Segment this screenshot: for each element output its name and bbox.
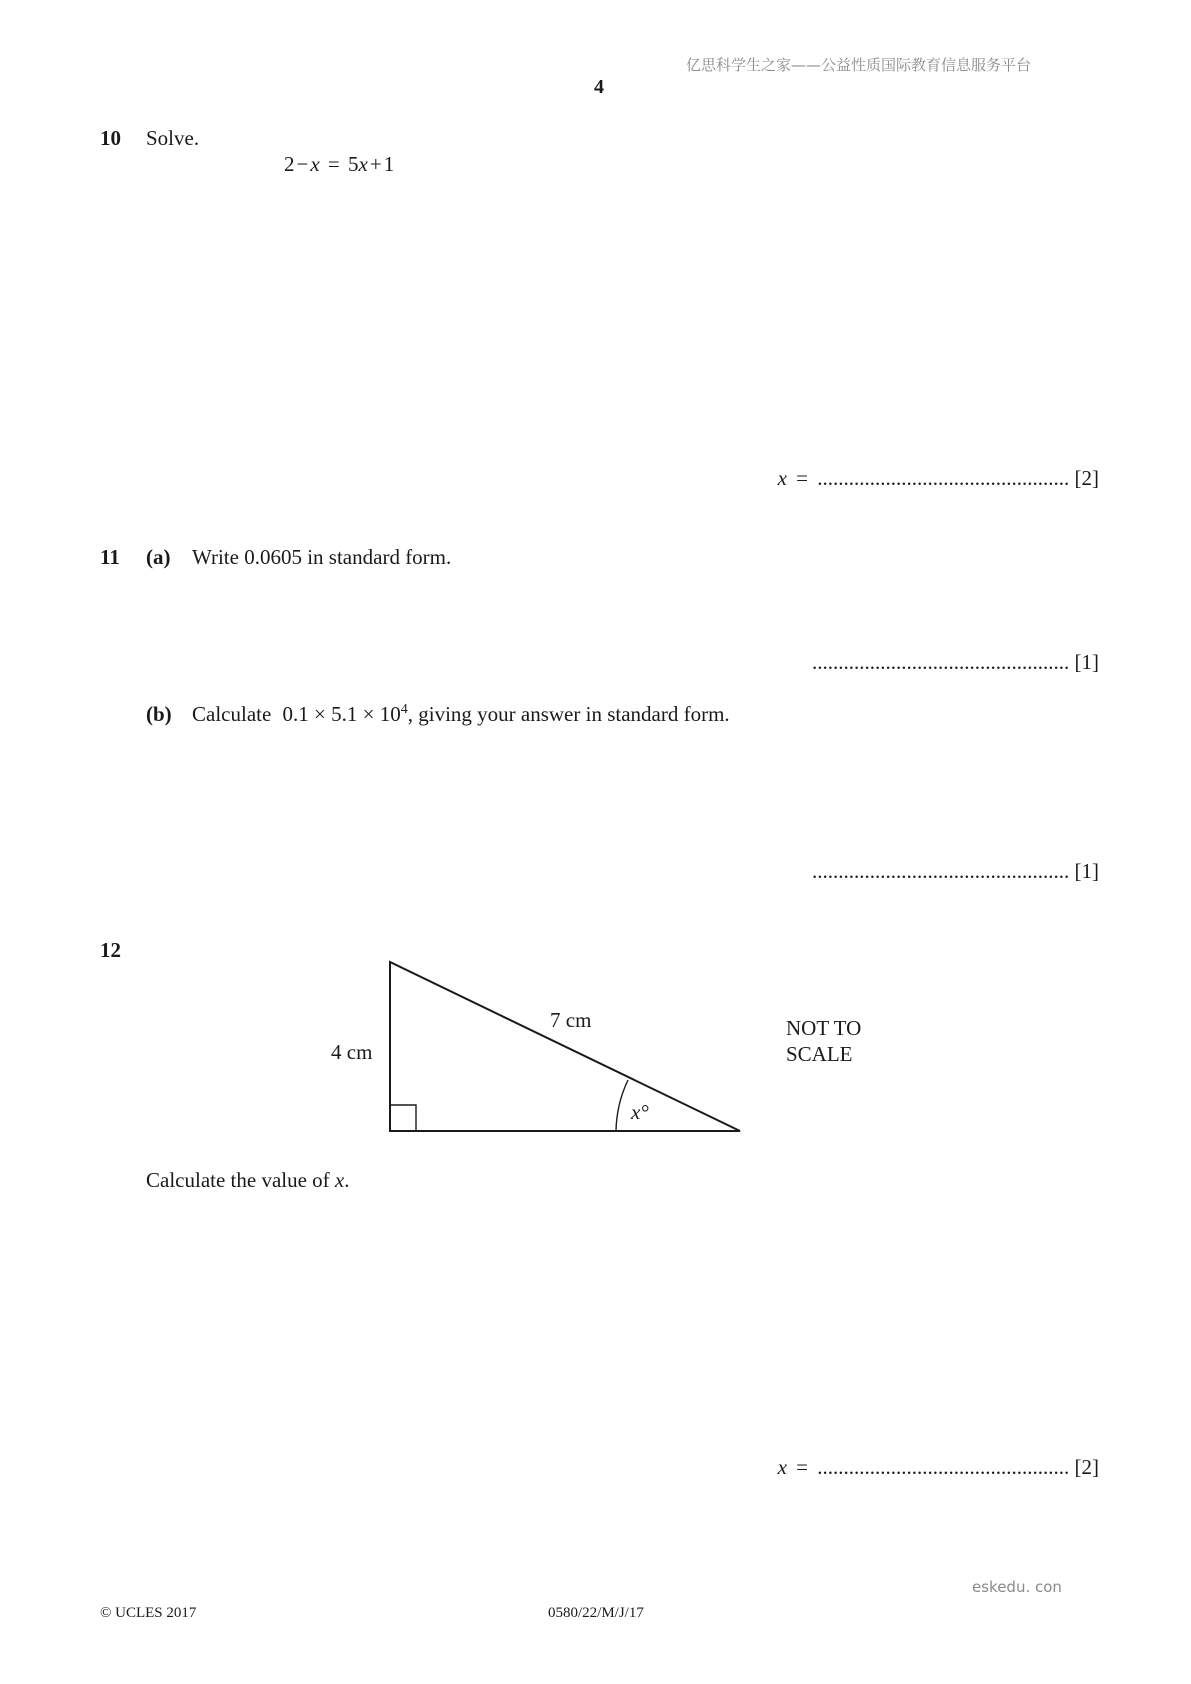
answer-marks: [2] xyxy=(1074,466,1099,490)
instruction-text: Calculate the value of xyxy=(146,1168,335,1192)
question-11b-answer-line xyxy=(812,859,1099,884)
question-11-number: 11 xyxy=(100,545,120,569)
label-side-4cm: 4 cm xyxy=(331,1040,373,1064)
answer-var: x xyxy=(777,466,787,490)
question-10-instruction: Solve. xyxy=(146,126,200,150)
question-12-answer-line xyxy=(778,1455,1099,1480)
eq-term-x: x xyxy=(310,152,320,176)
watermark-header: 亿思科学生之家——公益性质国际教育信息服务平台 xyxy=(686,56,1032,74)
eq-term-e: 1 xyxy=(383,152,395,176)
eq-op-minus: − xyxy=(296,152,309,176)
footer-copyright: © UCLES 2017 xyxy=(100,1605,197,1621)
right-angle-marker xyxy=(390,1105,416,1131)
right-triangle xyxy=(390,962,740,1131)
expression xyxy=(283,702,408,726)
expression-base: 0.1 × 5.1 × 10 xyxy=(282,702,401,726)
instruction-var: x xyxy=(334,1168,345,1192)
question-10-answer-line xyxy=(778,466,1099,491)
instruction-end: . xyxy=(344,1168,350,1192)
eq-op-plus: + xyxy=(369,152,382,176)
answer-equals: = xyxy=(796,466,808,490)
question-12-instruction xyxy=(146,1168,350,1193)
footer-site: eskedu. con xyxy=(972,1578,1062,1596)
eq-equals: = xyxy=(327,152,340,176)
question-11a-label: (a) xyxy=(146,545,171,569)
answer-marks: [1] xyxy=(1074,650,1099,674)
question-10-equation xyxy=(284,152,394,177)
question-11b-label: (b) xyxy=(146,702,172,726)
answer-var: x xyxy=(777,1455,787,1479)
not-to-scale-line2: SCALE xyxy=(786,1042,853,1066)
eq-term-a: 2 xyxy=(284,152,295,176)
answer-marks: [2] xyxy=(1074,1455,1099,1479)
expression-exponent: 4 xyxy=(400,702,408,717)
question-11a-text: Write 0.0605 in standard form. xyxy=(192,545,452,569)
question-11a-answer-line xyxy=(812,650,1099,675)
question-11b-text xyxy=(192,702,730,727)
text-after: , giving your answer in standard form. xyxy=(407,702,730,726)
eq-term-x2: x xyxy=(358,152,368,176)
label-angle-x: x° xyxy=(631,1100,649,1124)
footer-paper-code: 0580/22/M/J/17 xyxy=(548,1605,644,1621)
angle-arc xyxy=(616,1080,628,1131)
eq-coef: 5 xyxy=(348,152,359,176)
question-12-number: 12 xyxy=(100,938,121,962)
label-hypotenuse-7cm: 7 cm xyxy=(550,1008,592,1032)
answer-dots: ................................................ xyxy=(817,1455,1070,1479)
answer-dots: ................................................. xyxy=(812,859,1070,883)
answer-dots: ................................................. xyxy=(812,650,1070,674)
not-to-scale-line1: NOT TO xyxy=(786,1016,862,1040)
text-before: Calculate xyxy=(192,702,272,726)
question-10-number: 10 xyxy=(100,126,121,150)
page-number: 4 xyxy=(594,76,604,98)
answer-marks: [1] xyxy=(1074,859,1099,883)
answer-dots: ................................................ xyxy=(817,466,1070,490)
answer-equals: = xyxy=(796,1455,808,1479)
